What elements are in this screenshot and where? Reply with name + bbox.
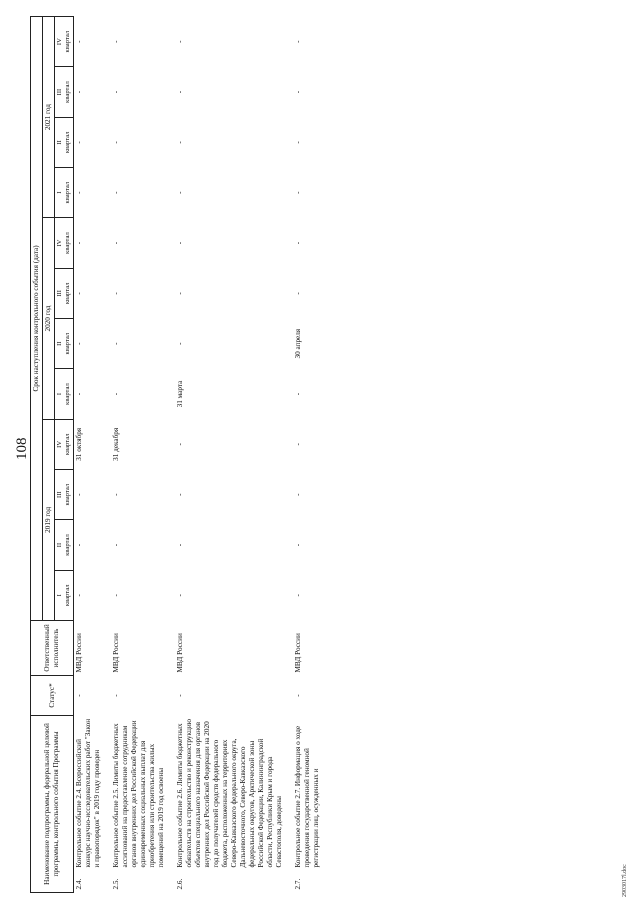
table-row — [111, 16, 167, 892]
row-executor: МВД России — [176, 633, 185, 673]
row-number: 2.6. — [176, 878, 185, 890]
row-quarter-cell: - — [75, 392, 84, 396]
row-quarter-cell: 30 апреля — [294, 328, 303, 359]
table-body — [74, 16, 331, 892]
table-row — [74, 16, 104, 892]
row-quarter-cell: - — [75, 141, 84, 144]
row-quarter-cell: - — [176, 543, 185, 547]
header-quarter: I квартал — [55, 570, 74, 620]
row-name: Контрольное событие 2.4. Всероссийский конкурс научно-исследовательских работ "Закон и правопорядок" в 2019 году проведен — [75, 718, 102, 868]
row-quarter-cell: - — [294, 443, 303, 446]
header-quarter: II квартал — [55, 319, 74, 369]
row-name: Контрольное событие 2.7. Информация о ходе проведения государственной геномной регистрации лиц, осужденных и — [294, 725, 321, 868]
row-quarter-cell: - — [294, 141, 303, 144]
row-quarter-cell: - — [176, 292, 185, 295]
row-quarter-cell: - — [112, 342, 121, 345]
row-quarter-cell: - — [75, 191, 84, 194]
row-quarter-cell: 31 октября — [75, 427, 84, 461]
row-quarter-cell: - — [112, 493, 121, 496]
header-quarter: III квартал — [55, 67, 74, 117]
row-quarter-cell: - — [112, 392, 121, 396]
header-deadline: Срок наступления контрольного события (дата) — [31, 16, 43, 620]
row-quarter-cell: - — [176, 443, 185, 446]
row-quarter-cell: - — [176, 141, 185, 144]
row-quarter-cell: - — [112, 90, 121, 94]
row-quarter-cell: - — [176, 241, 185, 245]
row-quarter-cell: 31 марта — [176, 380, 185, 408]
header-year: 2019 год — [43, 419, 55, 620]
header-year: 2020 год — [43, 218, 55, 419]
header-quarter: IV квартал — [55, 16, 74, 66]
row-quarter-cell: - — [75, 241, 84, 245]
row-quarter-cell: - — [176, 493, 185, 496]
row-quarter-cell: - — [75, 543, 84, 547]
header-quarter: III квартал — [55, 470, 74, 520]
row-number: 2.7. — [294, 878, 303, 890]
row-quarter-cell: - — [176, 90, 185, 94]
row-quarter-cell: - — [112, 292, 121, 295]
row-quarter-cell: - — [294, 292, 303, 295]
header-quarter: I квартал — [55, 168, 74, 218]
row-name: Контрольное событие 2.6. Лимиты бюджетных обязательств на строительство и реконструкцию объектов специального назначения для органов внутренних дел Российской Федерации на 2020 год до получателей средств федерального бюджета, расположенных на территориях Северо-Кавказского федерального округа, Дальневосточного, Северо-Кавказского федеральных округов, Арктической зоны Российской Федерации, Калининградской области, Республики Крым и города Севастополя, доведены — [176, 718, 284, 868]
row-status: - — [176, 694, 185, 697]
row-number: 2.5. — [112, 878, 121, 890]
row-quarter-cell: - — [75, 342, 84, 345]
row-quarter-cell: - — [112, 594, 121, 597]
row-quarter-cell: - — [112, 191, 121, 194]
row-quarter-cell: - — [75, 292, 84, 295]
row-quarter-cell: - — [75, 493, 84, 496]
row-quarter-cell: - — [176, 191, 185, 194]
row-quarter-cell: - — [112, 241, 121, 245]
control-events-table — [30, 16, 330, 893]
row-executor: МВД России — [112, 633, 121, 673]
row-quarter-cell: - — [294, 191, 303, 194]
row-quarter-cell: - — [75, 90, 84, 94]
row-quarter-cell: - — [75, 594, 84, 597]
row-quarter-cell: - — [112, 40, 121, 43]
row-quarter-cell: - — [112, 141, 121, 144]
row-quarter-cell: - — [176, 40, 185, 43]
row-quarter-cell: - — [294, 493, 303, 496]
row-quarter-cell: - — [75, 40, 84, 43]
row-number: 2.4. — [75, 878, 84, 890]
row-status: - — [112, 694, 121, 697]
header-year: 2021 год — [43, 16, 55, 217]
row-quarter-cell: - — [294, 90, 303, 94]
page-number: 108 — [14, 437, 30, 460]
header-quarter: IV квартал — [55, 419, 74, 469]
row-quarter-cell: - — [294, 392, 303, 396]
row-quarter-cell: - — [294, 594, 303, 597]
header-quarter: IV квартал — [55, 218, 74, 268]
row-quarter-cell: - — [176, 594, 185, 597]
header-status: Статус* — [31, 675, 74, 715]
row-quarter-cell: - — [294, 40, 303, 43]
row-quarter-cell: - — [112, 543, 121, 547]
row-quarter-cell: - — [294, 241, 303, 245]
row-executor: МВД России — [294, 633, 303, 673]
row-status: - — [75, 694, 84, 697]
header-executor: Ответственный исполнитель — [31, 620, 74, 675]
table-row — [175, 16, 285, 892]
row-executor: МВД России — [75, 633, 84, 673]
row-status: - — [294, 694, 303, 697]
table-row — [293, 16, 322, 892]
footer-filename: 2903017l.doc — [622, 864, 628, 897]
header-quarter: III квартал — [55, 268, 74, 318]
row-quarter-cell: - — [176, 342, 185, 345]
table-header — [31, 16, 74, 892]
header-quarter: I квартал — [55, 369, 74, 419]
row-quarter-cell: - — [294, 543, 303, 547]
row-quarter-cell: 31 декабря — [112, 427, 121, 461]
row-name: Контрольное событие 2.5. Лимиты бюджетных ассигнований на предоставление сотрудникам органов внутренних дел Российской Федерации единовременных социальных выплат для приобретения или строительства жилых помещений на 2019 год освоены — [112, 720, 166, 868]
header-quarter: II квартал — [55, 117, 74, 167]
header-quarter: II квартал — [55, 520, 74, 570]
header-name: Наименование подпрограммы, федеральной целевой программы, контрольного события Программы — [31, 715, 74, 892]
